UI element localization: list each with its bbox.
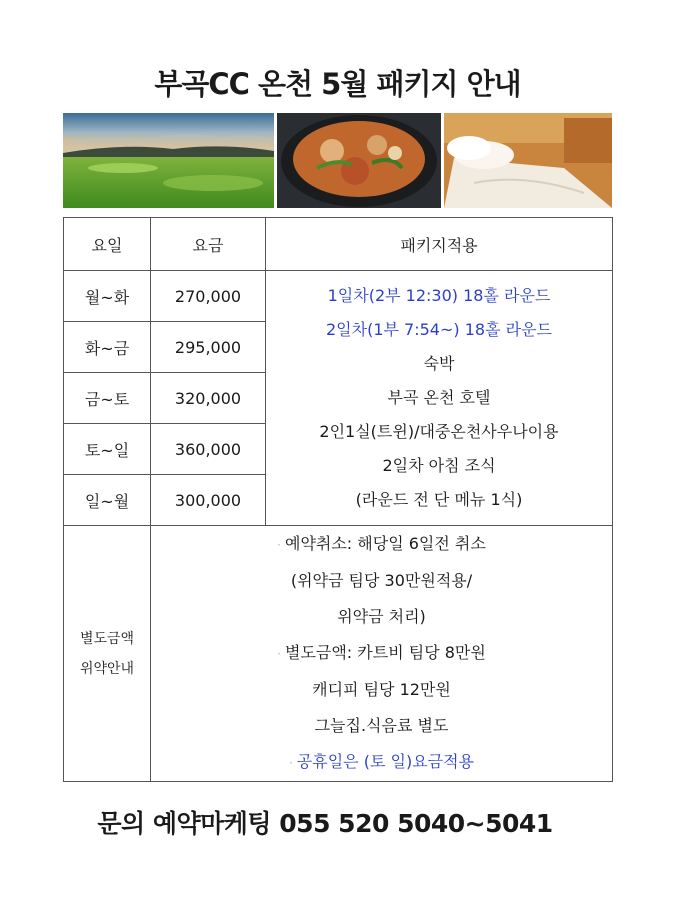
package-line: 2일차 아침 조식 — [382, 456, 496, 475]
price-cell: 320,000 — [151, 373, 266, 424]
note-line: 위약금 처리) — [337, 607, 426, 626]
notes-label — [64, 526, 151, 782]
price-cell: 300,000 — [151, 475, 266, 526]
note-line: 캐디피 팀당 12만원 — [312, 680, 451, 699]
package-line: (라운드 전 단 메뉴 1식) — [355, 490, 523, 509]
hot-stew-photo — [277, 113, 441, 208]
package-line: 부곡 온천 호텔 — [387, 388, 491, 407]
package-line: 1일차(2부 12:30) 18홀 라운드 — [327, 286, 551, 305]
header-price: 요금 — [151, 218, 266, 271]
day-cell: 일~월 — [64, 475, 151, 526]
notes-label-line: 위약안내 — [79, 660, 135, 677]
price-cell: 360,000 — [151, 424, 266, 475]
table-row — [64, 271, 613, 322]
day-cell: 화~금 — [64, 322, 151, 373]
package-details — [266, 271, 613, 526]
note-line: (위약금 팀당 30만원적용/ — [290, 571, 473, 590]
photo-strip — [63, 113, 612, 208]
table-header-row — [64, 218, 613, 271]
package-table — [63, 217, 613, 782]
golf-course-photo — [63, 113, 274, 208]
price-cell: 270,000 — [151, 271, 266, 322]
contact-info: 문의 예약마케팅 055 520 5040~5041 — [97, 809, 553, 838]
day-cell: 월~화 — [64, 271, 151, 322]
package-line: 숙박 — [423, 354, 455, 373]
page-title: 부곡CC 온천 5월 패키지 안내 — [154, 67, 521, 101]
header-package: 패키지적용 — [266, 218, 613, 271]
notes-label-line: 별도금액 — [79, 630, 135, 647]
day-cell: 금~토 — [64, 373, 151, 424]
note-line: 그늘집.식음료 별도 — [314, 716, 449, 735]
price-cell: 295,000 — [151, 322, 266, 373]
header-day: 요일 — [64, 218, 151, 271]
day-cell: 토~일 — [64, 424, 151, 475]
note-line: · 공휴일은 (토 일)요금적용 — [151, 744, 612, 781]
package-line: 2일차(1부 7:54~) 18홀 라운드 — [326, 320, 552, 339]
note-line: · 별도금액: 카트비 팀당 8만원 — [151, 635, 612, 672]
hotel-room-photo — [444, 113, 612, 208]
package-line: 2인1실(트윈)/대중온천사우나이용 — [319, 422, 559, 441]
notes-details — [151, 526, 613, 782]
notes-row — [64, 526, 613, 782]
note-line: · 예약취소: 해당일 6일전 취소 — [151, 526, 612, 563]
